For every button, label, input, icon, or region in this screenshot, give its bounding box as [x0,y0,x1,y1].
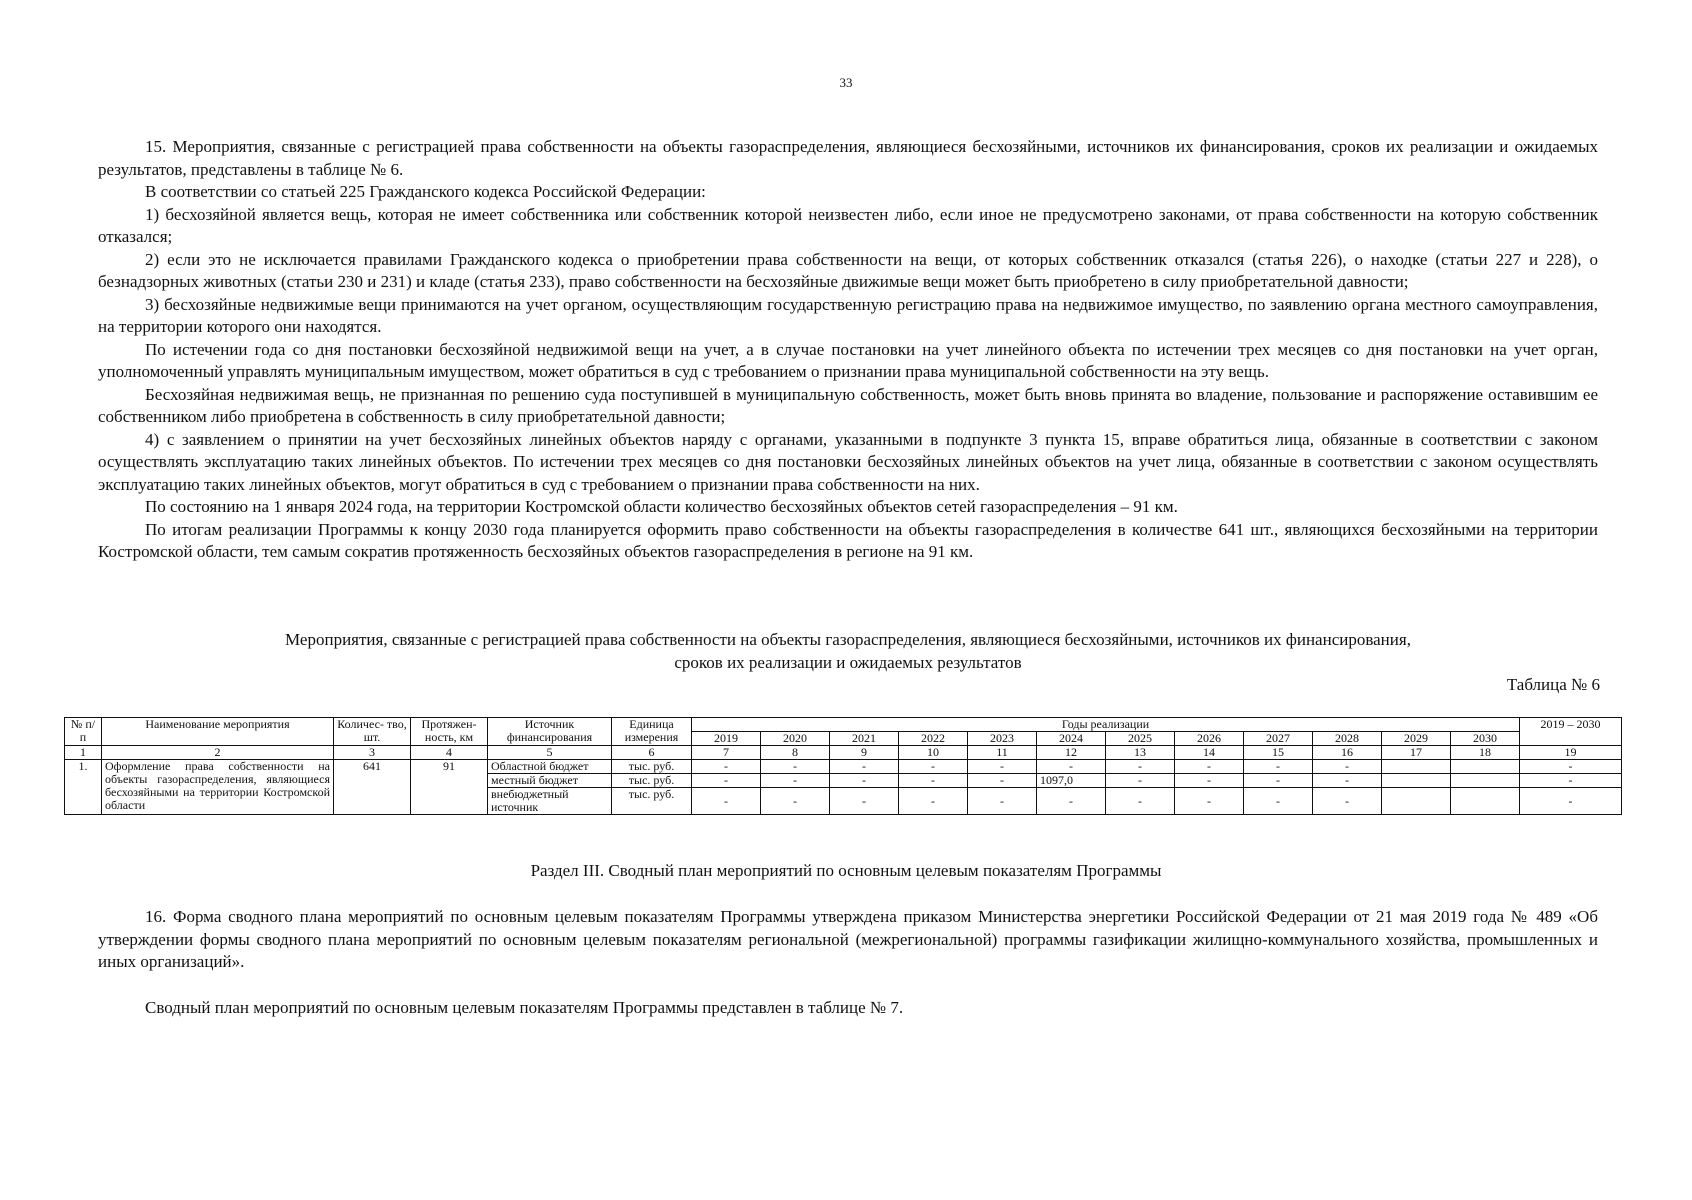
source-cell: Областной бюджет [488,760,612,774]
value-cell: - [1244,774,1313,788]
total-cell: - [1520,760,1622,774]
value-cell: - [1313,774,1382,788]
paragraph: 15. Мероприятия, связанные с регистрацией права собственности на объекты газораспределения, являющиеся бесхозяйными, источников их финансирования, сроков их реализации и ожидаемых результатов, представлены в таблице № 6. [98,137,1598,179]
year-cell: 2022 [899,732,968,746]
value-cell: - [1175,788,1244,815]
value-cell: - [692,774,761,788]
unit-cell: тыс. руб. [612,760,692,774]
header-name: Наименование мероприятия [102,718,334,746]
value-cell: - [1037,788,1106,815]
total-cell: - [1520,774,1622,788]
value-cell [1382,774,1451,788]
colnum-cell: 19 [1520,746,1622,760]
header-no: № п/п [65,718,102,746]
colnum-cell: 10 [899,746,968,760]
year-cell: 2021 [830,732,899,746]
value-cell: - [692,760,761,774]
table-header-row [65,718,1622,732]
value-cell: - [968,760,1037,774]
value-cell: - [1313,760,1382,774]
year-cell: 2027 [1244,732,1313,746]
row-length: 91 [411,760,488,815]
colnum-cell: 2 [102,746,334,760]
table-title [98,628,1598,674]
paragraph: Бесхозяйная недвижимая вещь, не признанная по решению суда поступившей в муниципальную собственность, может быть вновь принята во владение, пользование и распоряжение оставившим ее собственником либо приобретена в собственность в силу приобретательной давности; [98,384,1598,426]
header-years: Годы реализации [692,718,1520,732]
colnum-cell: 6 [612,746,692,760]
section-title: Раздел III. Сводный план мероприятий по основным целевым показателям Программы [530,861,1162,880]
value-cell: - [761,760,830,774]
body-text-2 [98,906,1598,974]
year-cell: 2025 [1106,732,1175,746]
year-cell: 2026 [1175,732,1244,746]
value-cell: - [761,788,830,815]
header-qty: Количес- тво, шт. [334,718,411,746]
colnum-cell: 4 [411,746,488,760]
page-number: 33 [839,75,853,90]
value-cell: - [1106,788,1175,815]
colnum-cell: 1 [65,746,102,760]
paragraph: 2) если это не исключается правилами Гражданского кодекса о приобретении права собственности на вещи, от которых собственник отказался (статья 226), о находке (статьи 227 и 228), о безнадзорных животных (статьи 230 и 231) и кладе (статья 233), право собственности на бесхозяйные движимые вещи может быть приобретено в силу приобретательной давности; [98,249,1598,291]
value-cell [1451,788,1520,815]
year-cell: 2019 [692,732,761,746]
colnum-cell: 8 [761,746,830,760]
colnum-cell: 11 [968,746,1037,760]
colnum-cell: 5 [488,746,612,760]
year-cell: 2028 [1313,732,1382,746]
value-cell: - [830,788,899,815]
table-title-line: Мероприятия, связанные с регистрацией права собственности на объекты газораспределения, являющиеся бесхозяйными, источников их финансирования, [285,630,1411,649]
colnum-cell: 18 [1451,746,1520,760]
paragraph: По итогам реализации Программы к концу 2030 года планируется оформить право собственности на объекты газораспределения в количестве 641 шт., являющихся бесхозяйными на территории Костромской области, тем самым сократив протяженность бесхозяйных объектов газораспределения в регионе на 91 км. [98,519,1598,561]
value-cell: - [1244,788,1313,815]
paragraph: По состоянию на 1 января 2024 года, на территории Костромской области количество бесхозяйных объектов сетей газораспределения – 91 км. [145,497,1178,516]
colnum-cell: 14 [1175,746,1244,760]
value-cell: - [761,774,830,788]
paragraph: 4) с заявлением о принятии на учет бесхозяйных линейных объектов наряду с органами, указанными в подпункте 3 пункта 15, вправе обратиться лица, обязанные в соответствии с законом осуществлять эксплуатацию таких линейных объектов. По истечении трех месяцев со дня постановки бесхозяйных линейных объектов на учет лица, обязанные в соответствии с законом осуществлять эксплуатацию таких линейных объектов, могут обратиться в суд с требованием о признании права собственности на них. [98,429,1598,494]
header-source: Источник финансирования [488,718,612,746]
value-cell: - [1313,788,1382,815]
row-name: Оформление права собственности на объекты газораспределения, являющиеся бесхозяйными на территории Костромской области [102,760,334,815]
colnum-cell: 7 [692,746,761,760]
value-cell [1382,788,1451,815]
value-cell: - [1175,760,1244,774]
value-cell: - [968,788,1037,815]
colnum-cell: 15 [1244,746,1313,760]
row-number: 1. [65,760,102,815]
year-cell: 2029 [1382,732,1451,746]
table-row [65,760,1622,774]
header-unit: Единица измерения [612,718,692,746]
colnum-cell: 3 [334,746,411,760]
year-cell: 2023 [968,732,1037,746]
colnum-cell: 16 [1313,746,1382,760]
paragraph: 1) бесхозяйной является вещь, которая не имеет собственника или собственник которой неизвестен либо, если иное не предусмотрено законами, от права собственности на которую собственник отказался; [98,204,1598,246]
value-cell: - [899,760,968,774]
paragraph: 3) бесхозяйные недвижимые вещи принимаются на учет органом, осуществляющим государственную регистрацию права на недвижимое имущество, по заявлению органа местного самоуправления, на территории которого они находятся. [98,294,1598,336]
year-cell: 2024 [1037,732,1106,746]
value-cell: - [830,774,899,788]
value-cell: - [899,774,968,788]
value-cell: - [968,774,1037,788]
colnum-cell: 13 [1106,746,1175,760]
unit-cell: тыс. руб. [612,774,692,788]
value-cell: - [1106,774,1175,788]
year-cell: 2030 [1451,732,1520,746]
paragraph: По истечении года со дня постановки бесхозяйной недвижимой вещи на учет, а в случае постановки на учет линейного объекта по истечении трех месяцев со дня постановки на учет орган, уполномоченный управлять муниципальным имуществом, может обратиться в суд с требованием о признании права муниципальной собственности на эту вещь. [98,339,1598,381]
value-cell [1451,774,1520,788]
value-cell: - [692,788,761,815]
year-cell: 2020 [761,732,830,746]
value-cell [1451,760,1520,774]
table-colnum-row [65,746,1622,760]
colnum-cell: 12 [1037,746,1106,760]
closing-paragraph: Сводный план мероприятий по основным целевым показателям Программы представлен в таблице № 7. [145,998,904,1017]
value-cell: - [1175,774,1244,788]
table-title-line: сроков их реализации и ожидаемых результатов [674,653,1022,672]
paragraph: В соответствии со статьей 225 Гражданского кодекса Российской Федерации: [145,182,706,201]
header-total: 2019 – 2030 [1520,718,1622,746]
total-cell: - [1520,788,1622,815]
value-cell [1382,760,1451,774]
paragraph: 16. Форма сводного плана мероприятий по основным целевым показателям Программы утверждена приказом Министерства энергетики Российской Федерации от 21 мая 2019 года № 489 «Об утверждении формы сводного плана мероприятий по основным целевым показателям региональной (межрегиональной) программы газификации жилищно-коммунального хозяйства, промышленных и иных организаций». [98,907,1598,971]
body-text [98,136,1598,564]
value-cell: - [830,760,899,774]
value-cell: - [899,788,968,815]
colnum-cell: 17 [1382,746,1451,760]
value-cell: - [1037,760,1106,774]
source-cell: местный бюджет [488,774,612,788]
value-cell: - [1106,760,1175,774]
source-cell: внебюджетный источник [488,788,612,815]
table-6 [64,717,1622,815]
table-label: Таблица № 6 [1506,675,1600,694]
colnum-cell: 9 [830,746,899,760]
header-length: Протяжен- ность, км [411,718,488,746]
value-cell: 1097,0 [1037,774,1106,788]
row-qty: 641 [334,760,411,815]
unit-cell: тыс. руб. [612,788,692,815]
value-cell: - [1244,760,1313,774]
